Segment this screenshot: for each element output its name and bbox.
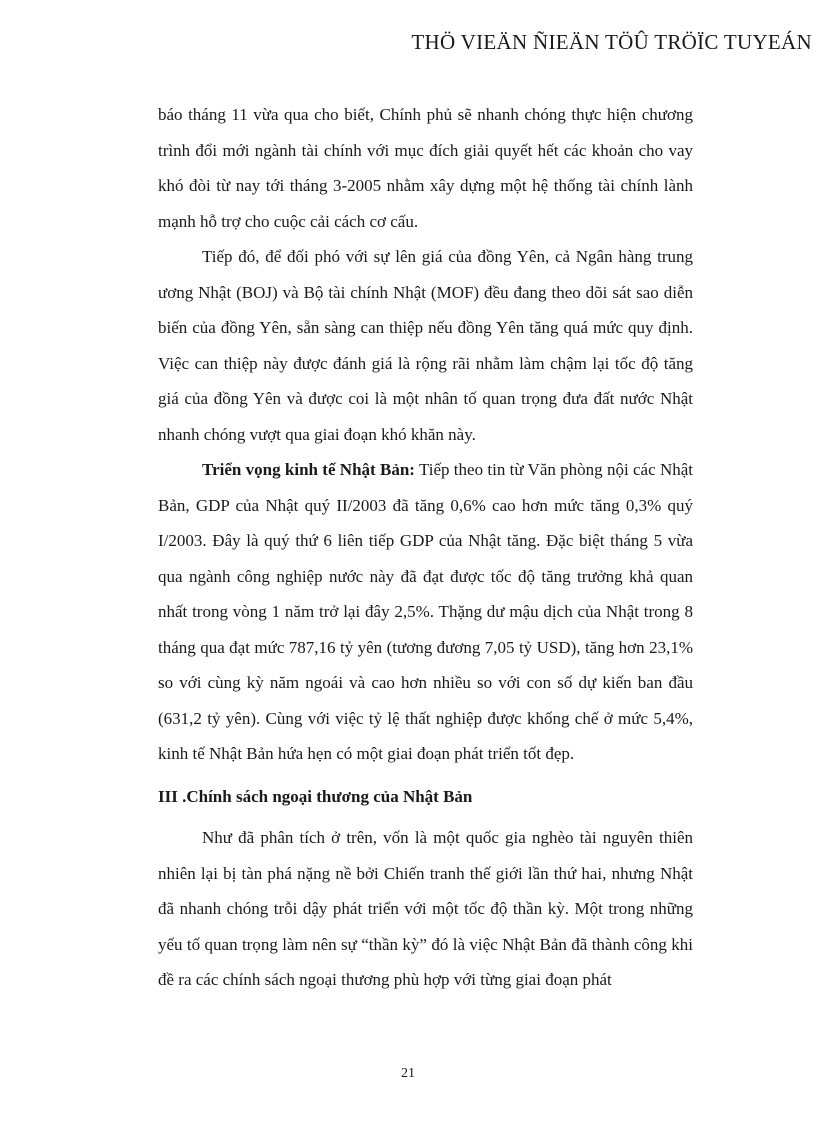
paragraph-trade-policy: Như đã phân tích ở trên, vốn là một quốc gia nghèo tài nguyên thiên nhiên lại bị tàn phá nặng nề bởi Chiến tranh thế giới lần thứ hai, nhưng Nhật đã nhanh chóng trỗi dậy phát triển với một tốc độ thần kỳ. Một trong những yếu tố quan trọng làm nên sự “thần kỳ” đó là việc Nhật Bản đã thành công khi đề ra các chính sách ngoại thương phù hợp với từng giai đoạn phát (158, 828, 693, 989)
paragraph-finance-reform: báo tháng 11 vừa qua cho biết, Chính phủ sẽ nhanh chóng thực hiện chương trình đổi mới ngành tài chính với mục đích giải quyết hết các khoản cho vay khó đòi từ nay tới tháng 3-2005 nhằm xây dựng một hệ thống tài chính lành mạnh hỗ trợ cho cuộc cải cách cơ cấu. (158, 105, 693, 231)
page-body (158, 97, 693, 998)
paragraph-body-text: Tiếp theo tin từ Văn phòng nội các Nhật Bản, GDP của Nhật quý II/2003 đã tăng 0,6% cao hơn mức tăng 0,3% quý I/2003. Đây là quý thứ 6 liên tiếp GDP của Nhật tăng. Đặc biệt tháng 5 vừa qua ngành công nghiệp nước này đã đạt được tốc độ tăng trưởng khả quan nhất trong vòng 1 năm trở lại đây 2,5%. Thặng dư mậu dịch của Nhật trong 8 tháng qua đạt mức 787,16 tỷ yên (tương đương 7,05 tỷ USD), tăng hơn 23,1% so với cùng kỳ năm ngoái và cao hơn nhiều so với con số dự kiến ban đầu (631,2 tỷ yên). Cùng với việc tỷ lệ thất nghiệp được khống chế ở mức 5,4%, kinh tế Nhật Bản hứa hẹn có một giai đoạn phát triển tốt đẹp. (158, 460, 693, 763)
paragraph-lead-heading: Triển vọng kinh tế Nhật Bản: (202, 460, 415, 479)
paragraph-yen-intervention: Tiếp đó, để đối phó với sự lên giá của đồng Yên, cả Ngân hàng trung ương Nhật (BOJ) và Bộ tài chính Nhật (MOF) đều đang theo dõi sát sao diễn biến của đồng Yên, sẵn sàng can thiệp nếu đồng Yên tăng quá mức quy định. Việc can thiệp này được đánh giá là rộng rãi nhằm làm chậm lại tốc độ tăng giá của đồng Yên và được coi là một nhân tố quan trọng đưa đất nước Nhật nhanh chóng vượt qua giai đoạn khó khăn này. (158, 247, 693, 444)
running-header: THÖ VIEÄN ÑIEÄN TÖÛ TRÖÏC TUYEÁN (411, 30, 812, 54)
page-number: 21 (401, 1066, 415, 1081)
section-heading: III .Chính sách ngoại thương của Nhật Bản (158, 786, 473, 806)
paragraph-economic-outlook (158, 452, 693, 772)
